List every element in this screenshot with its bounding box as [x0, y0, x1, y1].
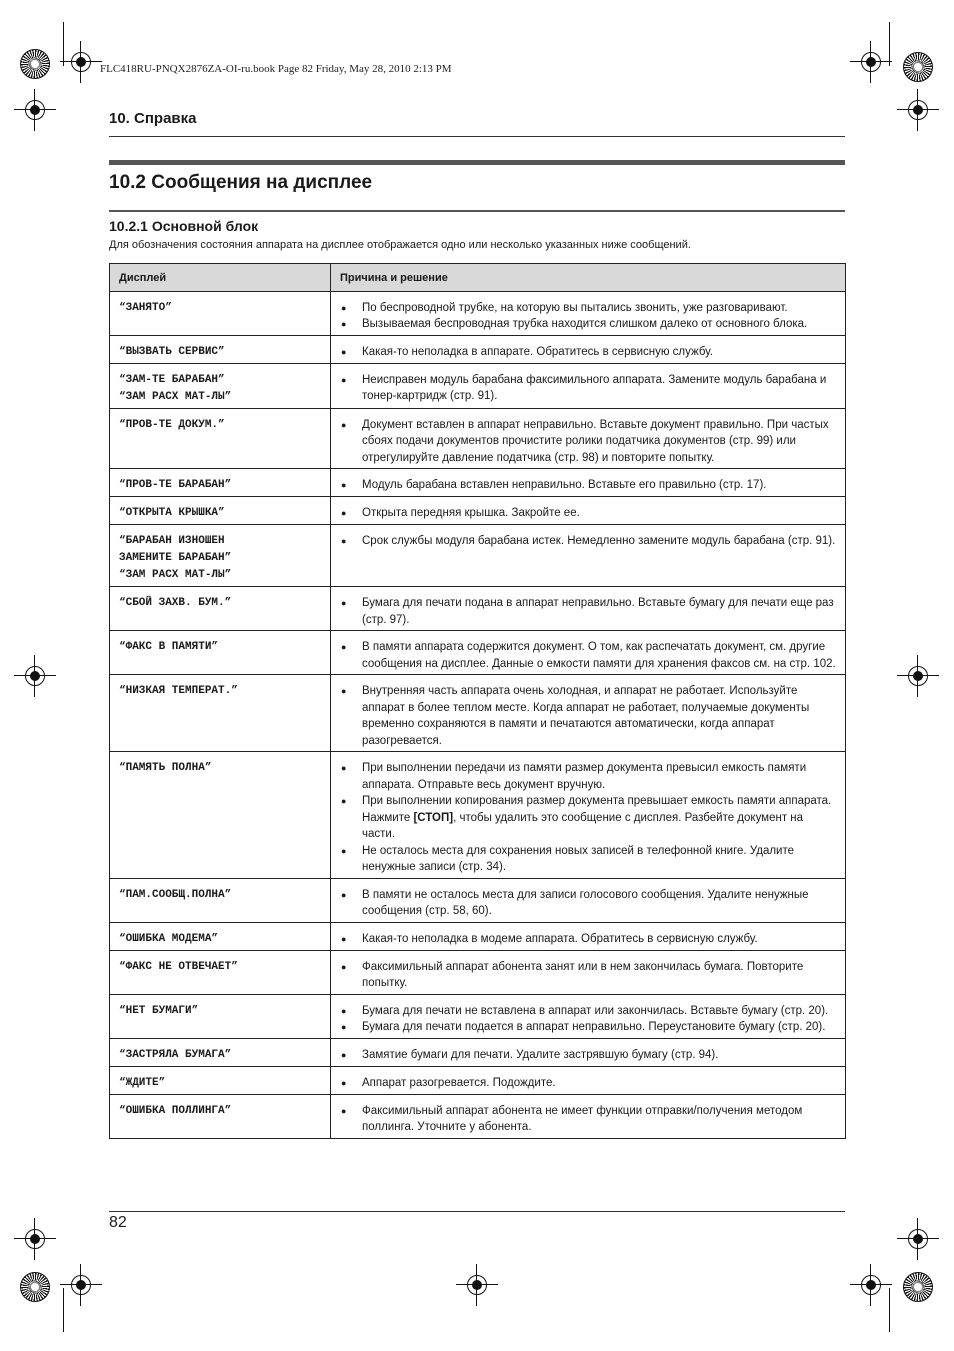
cause-solution-cell [331, 878, 846, 922]
table-row [110, 363, 846, 408]
display-message-text: “ОШИБКА ПОЛЛИНГА” [119, 1104, 232, 1117]
crosshair-mark-icon [22, 1226, 48, 1252]
display-message-text: “ЗАМ РАСХ МАТ-ЛЫ” [119, 569, 232, 581]
table-row [110, 878, 846, 922]
cause-list [340, 533, 836, 550]
table-row [110, 335, 846, 363]
cause-list [340, 1075, 836, 1092]
table-row [110, 291, 846, 335]
cause-list [340, 505, 836, 522]
table-row [110, 994, 846, 1038]
cause-item: ● Вызываемая беспроводная трубка находится слишком далеко от основного блока. [340, 316, 836, 333]
display-message-text: “ОШИБКА МОДЕМА” [119, 932, 219, 945]
display-message-cell [110, 1094, 331, 1138]
cause-list [340, 300, 836, 333]
header-rule [109, 136, 845, 137]
crosshair-mark-icon [858, 49, 884, 75]
registration-target-icon [903, 52, 933, 82]
page-number: 82 [109, 1214, 127, 1231]
display-message-cell [110, 752, 331, 879]
display-message-text: “СБОЙ ЗАХВ. БУМ.” [119, 597, 232, 609]
cause-list [340, 887, 836, 920]
display-message-cell [110, 525, 331, 587]
cause-item: ● Аппарат разогревается. Подождите. [340, 1075, 836, 1092]
display-message-text: “ЗАНЯТО” [119, 301, 172, 314]
cause-solution-cell [331, 363, 846, 408]
display-message-text: “ПАМ.СООБЩ.ПОЛНА” [119, 888, 232, 901]
crosshair-mark-icon [905, 663, 931, 689]
cause-list [340, 477, 836, 494]
display-message-cell [110, 291, 331, 335]
cause-item: ● Внутренняя часть аппарата очень холодная, и аппарат не работает. Используйте аппарат в более теплом месте. Когда аппарат не работает, получаемые документы временно сохраняются в памяти и печатаются автоматически, когда аппарат разогревается. [340, 683, 836, 749]
table-row [110, 497, 846, 525]
table-row [110, 1066, 846, 1094]
cause-solution-cell [331, 950, 846, 994]
display-message-cell [110, 408, 331, 469]
cause-item: ● Бумага для печати подана в аппарат неправильно. Вставьте бумагу для печати еще раз (стр. 97). [340, 595, 836, 628]
cause-item: ● Документ вставлен в аппарат неправильно. Вставьте документ правильно. При частых сбоях подачи документов прочистите ролики податчика документов (стр. 99) или отрегулируйте давление податчика (стр. 98) и повторите попытку. [340, 417, 836, 467]
display-message-text: “ЗАМ-ТЕ БАРАБАН” [119, 373, 225, 386]
table-row [110, 408, 846, 469]
table-row [110, 950, 846, 994]
crosshair-mark-icon [22, 663, 48, 689]
cause-solution-cell [331, 587, 846, 631]
trim-line [889, 22, 890, 66]
display-message-cell [110, 587, 331, 631]
cause-item: ● Открыта передняя крышка. Закройте ее. [340, 505, 836, 522]
display-message-text: “ФАКС НЕ ОТВЕЧАЕТ” [119, 960, 238, 973]
crosshair-mark-icon [68, 1272, 94, 1298]
section-rule-bottom [109, 210, 845, 212]
cause-list [340, 372, 836, 405]
intro-text: Для обозначения состояния аппарата на дисплее отображается одно или несколько указанных ниже сообщений. [109, 239, 691, 251]
subsection-title: 10.2.1 Основной блок [109, 218, 259, 234]
display-message-cell [110, 994, 331, 1038]
cause-item: ● Не осталось места для сохранения новых записей в телефонной книге. Удалите ненужные записи (стр. 34). [340, 843, 836, 876]
display-message-cell [110, 1066, 331, 1094]
table-row [110, 922, 846, 950]
cause-item: ● Замятие бумаги для печати. Удалите застрявшую бумагу (стр. 94). [340, 1047, 836, 1064]
column-header-cause: Причина и решение [331, 264, 846, 292]
messages-table [109, 263, 846, 1139]
cause-solution-cell [331, 1066, 846, 1094]
section-title: 10.2 Сообщения на дисплее [109, 172, 373, 193]
table-row [110, 469, 846, 497]
display-message-text: “НЕТ БУМАГИ” [119, 1004, 199, 1017]
cause-solution-cell [331, 631, 846, 675]
crosshair-mark-icon [905, 1226, 931, 1252]
crosshair-mark-icon [858, 1272, 884, 1298]
cause-item: ● В памяти аппарата содержится документ. О том, как распечатать документ, см. другие сообщения на дисплее. Данные о емкости памяти для хранения факсов см. на стр. 102. [340, 639, 836, 672]
display-message-text: ЗАМЕНИТЕ БАРАБАН” [119, 552, 232, 564]
display-message-text: “БАРАБАН ИЗНОШЕН [119, 535, 225, 547]
cause-solution-cell [331, 752, 846, 879]
table-row [110, 1094, 846, 1138]
display-message-text: “ПРОВ-ТЕ БАРАБАН” [119, 479, 232, 491]
cause-list [340, 1003, 836, 1036]
cause-item: ● По беспроводной трубке, на которую вы пытались звонить, уже разговаривают. [340, 300, 836, 317]
display-message-text: “ЗАСТРЯЛА БУМАГА” [119, 1048, 232, 1061]
display-message-text: “ЖДИТЕ” [119, 1076, 166, 1089]
table-header-row [110, 264, 846, 292]
chapter-title: 10. Справка [109, 110, 197, 127]
cause-solution-cell [331, 469, 846, 497]
table-row [110, 587, 846, 631]
file-info: FLC418RU-PNQX2876ZA-OI-ru.book Page 82 Friday, May 28, 2010 2:13 PM [100, 63, 452, 75]
display-message-cell [110, 631, 331, 675]
cause-list [340, 959, 836, 992]
registration-target-icon [20, 1272, 50, 1302]
display-message-cell [110, 335, 331, 363]
section-rule-top [109, 160, 845, 165]
cause-item: ● Срок службы модуля барабана истек. Немедленно замените модуль барабана (стр. 91). [340, 533, 836, 550]
cause-list [340, 344, 836, 361]
cause-item: ● При выполнении передачи из памяти размер документа превысил емкость памяти аппарата. Отправьте весь документ вручную. [340, 760, 836, 793]
registration-target-icon [903, 1272, 933, 1302]
cause-list [340, 931, 836, 948]
cause-item: ● Какая-то неполадка в модеме аппарата. Обратитесь в сервисную службу. [340, 931, 836, 948]
cause-solution-cell [331, 335, 846, 363]
trim-line [63, 1288, 64, 1332]
cause-item: ● При выполнении копирования размер документа превышает емкость памяти аппарата. Нажмите [СТОП], чтобы удалить это сообщение с дисплея. Разбейте документ на части. [340, 793, 836, 843]
cause-list [340, 1103, 836, 1136]
display-message-cell [110, 363, 331, 408]
cause-item: ● Бумага для печати не вставлена в аппарат или закончилась. Вставьте бумагу (стр. 20). [340, 1003, 836, 1020]
cause-list [340, 1047, 836, 1064]
cause-item: ● В памяти не осталось места для записи голосового сообщения. Удалите ненужные сообщения (стр. 58, 60). [340, 887, 836, 920]
cause-solution-cell [331, 1038, 846, 1066]
display-message-text: “ЗАМ РАСХ МАТ-ЛЫ” [119, 390, 232, 403]
cause-solution-cell [331, 994, 846, 1038]
stop-key-label: [СТОП] [413, 811, 454, 824]
cause-item: ● Модуль барабана вставлен неправильно. Вставьте его правильно (стр. 17). [340, 477, 836, 494]
cause-list [340, 417, 836, 467]
crosshair-mark-icon [905, 97, 931, 123]
cause-list [340, 760, 836, 876]
display-message-cell [110, 469, 331, 497]
cause-list [340, 639, 836, 672]
table-row [110, 675, 846, 752]
cause-solution-cell [331, 922, 846, 950]
crosshair-mark-icon [68, 49, 94, 75]
table-row [110, 1038, 846, 1066]
trim-line [63, 22, 64, 66]
cause-list [340, 683, 836, 749]
trim-line [889, 1288, 890, 1332]
cause-solution-cell [331, 525, 846, 587]
display-message-text: “ФАКС В ПАМЯТИ” [119, 641, 219, 653]
column-header-display: Дисплей [110, 264, 331, 292]
cause-solution-cell [331, 675, 846, 752]
display-message-text: “ВЫЗВАТЬ СЕРВИС” [119, 345, 225, 358]
display-message-text: “ПРОВ-ТЕ ДОКУМ.” [119, 418, 225, 431]
table-row [110, 752, 846, 879]
display-message-cell [110, 878, 331, 922]
display-message-cell [110, 922, 331, 950]
display-message-cell [110, 950, 331, 994]
display-message-text: “ОТКРЫТА КРЫШКА” [119, 507, 225, 519]
table-row [110, 525, 846, 587]
cause-item: ● Факсимильный аппарат абонента занят или в нем закончилась бумага. Повторите попытку. [340, 959, 836, 992]
display-message-cell [110, 497, 331, 525]
crosshair-mark-icon [464, 1272, 490, 1298]
display-message-text: “НИЗКАЯ ТЕМПЕРАТ.” [119, 685, 238, 697]
footer-rule [109, 1211, 845, 1212]
table-row [110, 631, 846, 675]
cause-item: ● Неисправен модуль барабана факсимильного аппарата. Замените модуль барабана и тонер-картридж (стр. 91). [340, 372, 836, 405]
cause-solution-cell [331, 497, 846, 525]
cause-item: ● Факсимильный аппарат абонента не имеет функции отправки/получения методом поллинга. Уточните у абонента. [340, 1103, 836, 1136]
display-message-cell [110, 675, 331, 752]
display-message-text: “ПАМЯТЬ ПОЛНА” [119, 762, 212, 774]
cause-item: ● Бумага для печати подается в аппарат неправильно. Переустановите бумагу (стр. 20). [340, 1019, 836, 1036]
table-body [110, 291, 846, 1138]
cause-solution-cell [331, 291, 846, 335]
cause-list [340, 595, 836, 628]
display-message-cell [110, 1038, 331, 1066]
cause-solution-cell [331, 408, 846, 469]
registration-target-icon [20, 49, 50, 79]
crosshair-mark-icon [22, 97, 48, 123]
cause-item: ● Какая-то неполадка в аппарате. Обратитесь в сервисную службу. [340, 344, 836, 361]
cause-solution-cell [331, 1094, 846, 1138]
